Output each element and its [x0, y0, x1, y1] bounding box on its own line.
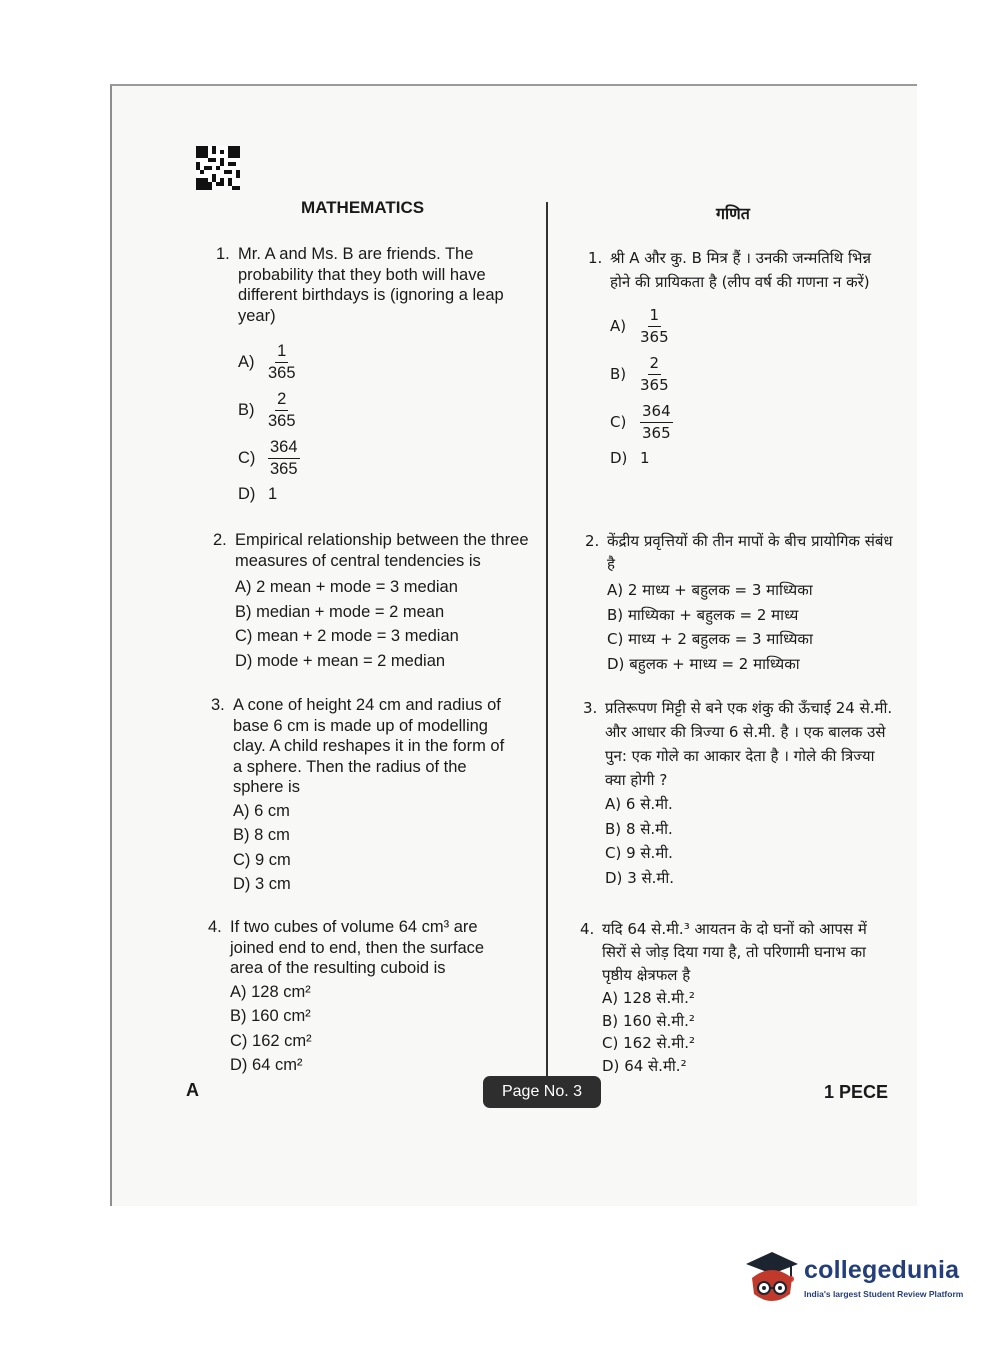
qr-code [196, 146, 240, 190]
question-text: Mr. A and Ms. B are friends. The probability that they both will have different birthdays is (ignoring a leap year) [238, 245, 504, 325]
page-number: Page No. 3 [483, 1076, 601, 1108]
option-d[interactable]: D) 1 [610, 449, 650, 467]
option-c[interactable]: C) 9 से.मी. [605, 844, 673, 862]
logo-tagline: India's largest Student Review Platform [804, 1289, 964, 1299]
paper-code: 1 PECE [824, 1082, 889, 1102]
question-3-hindi [583, 696, 893, 890]
option-d[interactable]: D) 3 से.मी. [605, 868, 675, 887]
option-c[interactable]: C) $\frac{364}{365}$ [610, 401, 671, 442]
option-d[interactable]: D) 64 से.मी.² [602, 1056, 687, 1075]
option-a[interactable]: A) $\frac{1}{365}$ [610, 305, 669, 346]
option-c[interactable]: C) माध्य + 2 बहुलक = 3 माध्यिका [607, 630, 813, 648]
question-number: 3. [583, 699, 598, 717]
question-text: Empirical relationship between the three measures of central tendencies is [235, 531, 529, 570]
question-number: 4. [208, 918, 222, 936]
column-divider [546, 202, 548, 1082]
question-number: 2. [213, 531, 227, 549]
option-c[interactable]: C) 162 से.मी.² [602, 1034, 696, 1052]
option-b[interactable]: B) $\frac{2}{365}$ [610, 353, 669, 394]
question-text: केंद्रीय प्रवृत्तियों की तीन मापों के बीच प्रायोगिक संबंध है [607, 532, 893, 573]
option-b[interactable]: B) 160 से.मी.² [602, 1011, 695, 1030]
option-d[interactable]: D) mode + mean = 2 median [235, 651, 446, 670]
question-1-hindi [588, 246, 888, 471]
question-1-english [216, 244, 526, 507]
option-c[interactable]: C) mean + 2 mode = 3 median [235, 627, 459, 645]
question-4-english [208, 917, 508, 1078]
option-d[interactable]: D) 64 cm² [230, 1056, 303, 1074]
question-text: श्री A और कु. B मित्र हैं । उनकी जन्मतिथि भिन्न होने की प्रायिकता है (लीप वर्ष की गणना न करें) [610, 249, 871, 291]
subject-title-english: MATHEMATICS [301, 198, 425, 217]
question-number: 3. [211, 696, 225, 714]
question-text: यदि 64 से.मी.³ आयतन के दो घनों को आपस में सिरों से जोड़ दिया गया है, तो परिणामी घनाभ का पृष्ठीय क्षेत्रफल है [602, 920, 867, 984]
series-label: A [186, 1080, 199, 1100]
question-3-english [211, 695, 511, 897]
option-a[interactable]: A) 2 mean + mode = 3 median [235, 578, 458, 596]
option-c[interactable]: C) $\frac{364}{365}$ [238, 437, 298, 478]
option-b[interactable]: B) median + mode = 2 mean [235, 602, 445, 621]
question-number: 1. [216, 245, 230, 263]
question-2-hindi [585, 530, 895, 676]
option-d[interactable]: D) 3 cm [233, 875, 291, 893]
question-number: 4. [580, 920, 595, 938]
option-b[interactable]: B) 8 cm [233, 826, 290, 844]
subject-title-hindi: गणित [716, 204, 750, 223]
question-4-hindi [580, 918, 890, 1077]
option-c[interactable]: C) 9 cm [233, 850, 291, 869]
option-b[interactable]: B) 160 cm² [230, 1007, 311, 1025]
option-b[interactable]: B) माध्यिका + बहुलक = 2 माध्य [607, 605, 799, 624]
logo-wordmark: collegedunia [804, 1256, 960, 1284]
option-a[interactable]: A) 128 cm² [230, 982, 311, 1001]
question-text: If two cubes of volume 64 cm³ are joined end to end, then the surface area of the resulting cuboid is [230, 918, 485, 977]
question-2-english [213, 530, 533, 673]
option-d[interactable]: D) बहुलक + माध्य = 2 माध्यिका [607, 654, 800, 673]
question-number: 2. [585, 532, 600, 550]
option-b[interactable]: B) 8 से.मी. [605, 819, 673, 838]
option-a[interactable]: A) 128 से.मी.² [602, 989, 695, 1007]
question-text: A cone of height 24 cm and radius of base 6 cm is made up of modelling clay. A child reshapes it in the form of a sphere. Then the radius of the sphere is [233, 696, 505, 796]
option-d[interactable]: D) 1 [238, 485, 278, 503]
collegedunia-logo [742, 1248, 972, 1310]
option-a[interactable]: A) $\frac{1}{365}$ [238, 341, 296, 382]
option-b[interactable]: B) $\frac{2}{365}$ [238, 389, 296, 430]
option-a[interactable]: A) 6 cm [233, 801, 290, 820]
mascot-icon [742, 1248, 802, 1310]
question-text: प्रतिरूपण मिट्टी से बने एक शंकु की ऊँचाई 24 से.मी. और आधार की त्रिज्या 6 से.मी. है । एक बालक उसे पुन: एक गोले का आकार देता है । गोले की त्रिज्या क्या होगी ? [605, 699, 893, 789]
option-a[interactable]: A) 2 माध्य + बहुलक = 3 माध्यिका [607, 581, 813, 599]
option-c[interactable]: C) 162 cm² [230, 1031, 312, 1050]
question-number: 1. [588, 249, 603, 267]
option-a[interactable]: A) 6 से.मी. [605, 795, 673, 813]
